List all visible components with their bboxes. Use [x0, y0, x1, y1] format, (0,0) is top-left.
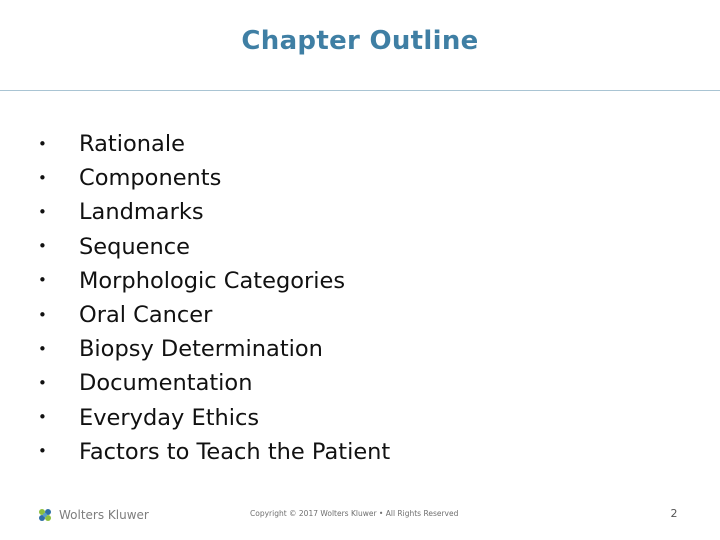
bullet-icon: •	[38, 373, 47, 392]
outline-item	[38, 230, 390, 264]
outline-item-label: Sequence	[79, 233, 190, 260]
outline-item	[38, 332, 390, 366]
bullet-icon: •	[38, 237, 47, 256]
outline-item	[38, 435, 390, 469]
outline-item	[38, 195, 390, 229]
page-number: 2	[670, 507, 678, 520]
bullet-icon: •	[38, 305, 47, 324]
bullet-icon: •	[38, 408, 47, 427]
outline-item-label: Rationale	[79, 131, 185, 158]
bullet-icon: •	[38, 442, 47, 461]
slide-title: Chapter Outline	[241, 26, 479, 56]
bullet-icon: •	[38, 134, 47, 153]
outline-item	[38, 127, 390, 161]
outline-item-label: Landmarks	[79, 199, 204, 226]
outline-item-label: Factors to Teach the Patient	[79, 438, 391, 465]
outline-item	[38, 366, 390, 400]
outline-item-label: Oral Cancer	[79, 302, 213, 329]
wolters-kluwer-logo-icon	[35, 505, 55, 525]
bullet-icon: •	[38, 202, 47, 221]
outline-item	[38, 264, 390, 298]
bullet-icon: •	[38, 271, 47, 290]
outline-item-label: Everyday Ethics	[79, 404, 260, 431]
copyright-notice: Copyright © 2017 Wolters Kluwer • All Rights Reserved	[250, 509, 459, 518]
outline-item-label: Biopsy Determination	[79, 336, 323, 363]
outline-list	[38, 127, 390, 469]
publisher-logo	[35, 505, 149, 525]
outline-item-label: Components	[79, 165, 222, 192]
bullet-icon: •	[38, 339, 47, 358]
publisher-name: Wolters Kluwer	[59, 508, 149, 522]
bullet-icon: •	[38, 168, 47, 187]
outline-item	[38, 401, 390, 435]
outline-item	[38, 161, 390, 195]
outline-item-label: Morphologic Categories	[79, 267, 346, 294]
outline-item-label: Documentation	[79, 370, 253, 397]
title-divider	[0, 90, 720, 91]
outline-item	[38, 298, 390, 332]
